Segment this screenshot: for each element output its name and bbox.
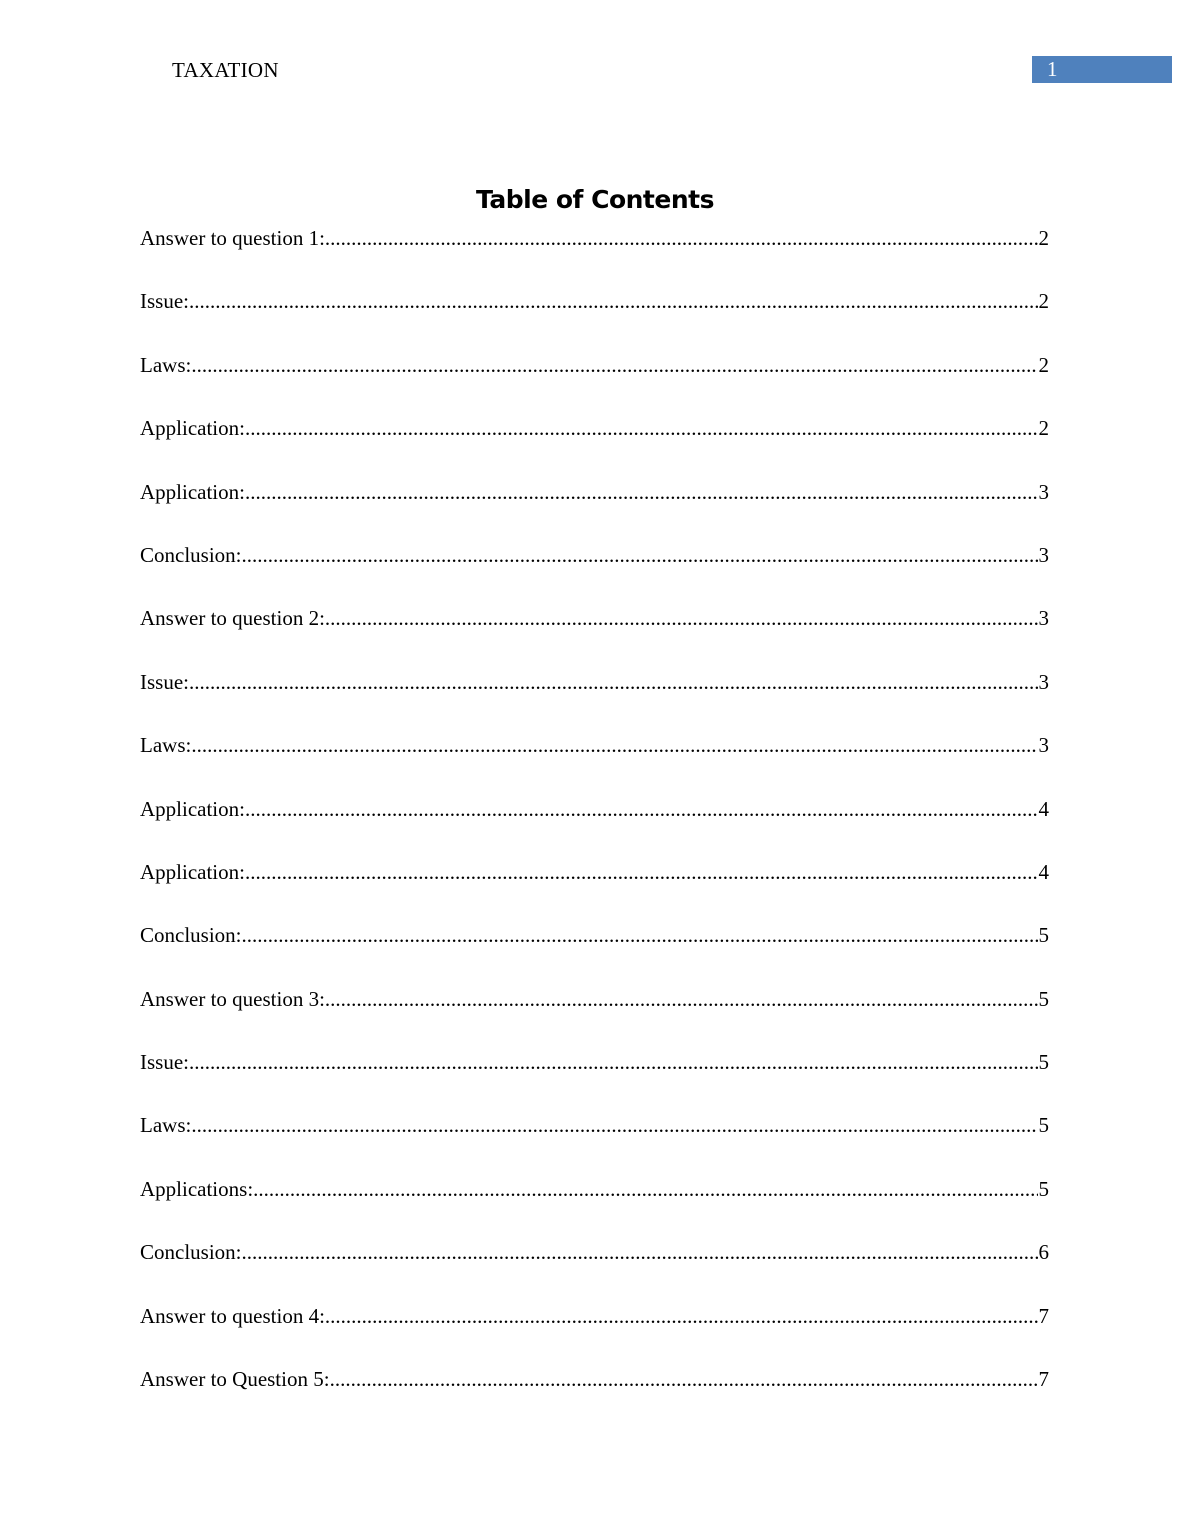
toc-dot-leader xyxy=(253,1175,1037,1203)
toc-entry[interactable] xyxy=(140,287,1049,350)
toc-entry-label: Answer to question 3: xyxy=(140,986,325,1011)
toc-entry-label: Application: xyxy=(140,859,245,884)
toc-dot-leader xyxy=(189,1048,1038,1076)
toc-list xyxy=(140,224,1049,1428)
page-header xyxy=(0,56,1190,84)
toc-entry-page-number: 5 xyxy=(1038,1050,1049,1075)
toc-entry-label: Applications: xyxy=(140,1176,254,1201)
toc-dot-leader xyxy=(245,414,1038,442)
toc-entry[interactable] xyxy=(140,795,1049,858)
toc-entry[interactable] xyxy=(140,541,1049,604)
toc-entry[interactable] xyxy=(140,414,1049,477)
toc-entry[interactable] xyxy=(140,1048,1049,1111)
toc-dot-leader xyxy=(189,287,1038,315)
toc-entry[interactable] xyxy=(140,1111,1049,1174)
toc-entry[interactable] xyxy=(140,604,1049,667)
toc-entry-label: Conclusion: xyxy=(140,923,242,948)
toc-entry-page-number: 5 xyxy=(1038,1113,1049,1138)
toc-entry-page-number: 2 xyxy=(1038,352,1049,377)
toc-entry[interactable] xyxy=(140,858,1049,921)
toc-dot-leader xyxy=(242,921,1038,949)
toc-entry-label: Application: xyxy=(140,796,245,821)
toc-dot-leader xyxy=(191,1111,1037,1139)
toc-dot-leader xyxy=(330,1365,1038,1393)
toc-entry[interactable] xyxy=(140,351,1049,414)
toc-entry[interactable] xyxy=(140,921,1049,984)
toc-entry-label: Laws: xyxy=(140,1113,192,1138)
toc-entry-page-number: 7 xyxy=(1038,1303,1049,1328)
toc-entry-label: Laws: xyxy=(140,733,192,758)
toc-dot-leader xyxy=(245,858,1038,886)
toc-entry-page-number: 5 xyxy=(1038,1176,1049,1201)
toc-entry-label: Issue: xyxy=(140,289,189,314)
toc-entry-page-number: 3 xyxy=(1038,606,1049,631)
toc-entry-label: Conclusion: xyxy=(140,542,242,567)
toc-entry-label: Conclusion: xyxy=(140,1240,242,1265)
running-head: TAXATION xyxy=(172,58,279,82)
toc-entry-page-number: 4 xyxy=(1038,796,1049,821)
toc-entry-label: Application: xyxy=(140,479,245,504)
toc-entry-page-number: 4 xyxy=(1038,859,1049,884)
toc-dot-leader xyxy=(325,1302,1038,1330)
toc-entry[interactable] xyxy=(140,1238,1049,1301)
toc-dot-leader xyxy=(242,1238,1038,1266)
toc-dot-leader xyxy=(189,668,1038,696)
toc-entry-page-number: 3 xyxy=(1038,542,1049,567)
toc-entry-label: Issue: xyxy=(140,1050,189,1075)
toc-entry-page-number: 2 xyxy=(1038,289,1049,314)
toc-entry[interactable] xyxy=(140,1175,1049,1238)
toc-entry-label: Answer to question 4: xyxy=(140,1303,325,1328)
toc-dot-leader xyxy=(245,795,1038,823)
toc-entry-page-number: 3 xyxy=(1038,669,1049,694)
toc-entry-page-number: 2 xyxy=(1038,226,1049,250)
toc-dot-leader xyxy=(325,604,1038,632)
toc-entry[interactable] xyxy=(140,668,1049,731)
toc-entry-page-number: 5 xyxy=(1038,986,1049,1011)
toc-entry[interactable] xyxy=(140,1365,1049,1428)
toc-entry-page-number: 7 xyxy=(1038,1367,1049,1392)
toc-entry-label: Answer to question 2: xyxy=(140,606,325,631)
toc-entry[interactable] xyxy=(140,224,1049,287)
toc-entry-page-number: 3 xyxy=(1038,479,1049,504)
page-number-badge: 1 xyxy=(1032,56,1172,83)
toc-entry-label: Laws: xyxy=(140,352,192,377)
toc-entry[interactable] xyxy=(140,731,1049,794)
toc-entry-label: Answer to question 1: xyxy=(140,226,325,250)
toc-dot-leader xyxy=(242,541,1038,569)
toc-entry-page-number: 6 xyxy=(1038,1240,1049,1265)
toc-dot-leader xyxy=(325,224,1038,252)
toc-entry-label: Issue: xyxy=(140,669,189,694)
toc-dot-leader xyxy=(191,351,1037,379)
toc-entry-page-number: 3 xyxy=(1038,733,1049,758)
toc-entry[interactable] xyxy=(140,1302,1049,1365)
toc-entry[interactable] xyxy=(140,478,1049,541)
toc-entry[interactable] xyxy=(140,985,1049,1048)
toc-entry-page-number: 5 xyxy=(1038,923,1049,948)
toc-entry-page-number: 2 xyxy=(1038,416,1049,441)
toc-dot-leader xyxy=(325,985,1038,1013)
toc-entry-label: Application: xyxy=(140,416,245,441)
toc-dot-leader xyxy=(191,731,1037,759)
toc-entry-label: Answer to Question 5: xyxy=(140,1367,330,1392)
toc-title: Table of Contents xyxy=(476,185,714,214)
toc-dot-leader xyxy=(245,478,1038,506)
